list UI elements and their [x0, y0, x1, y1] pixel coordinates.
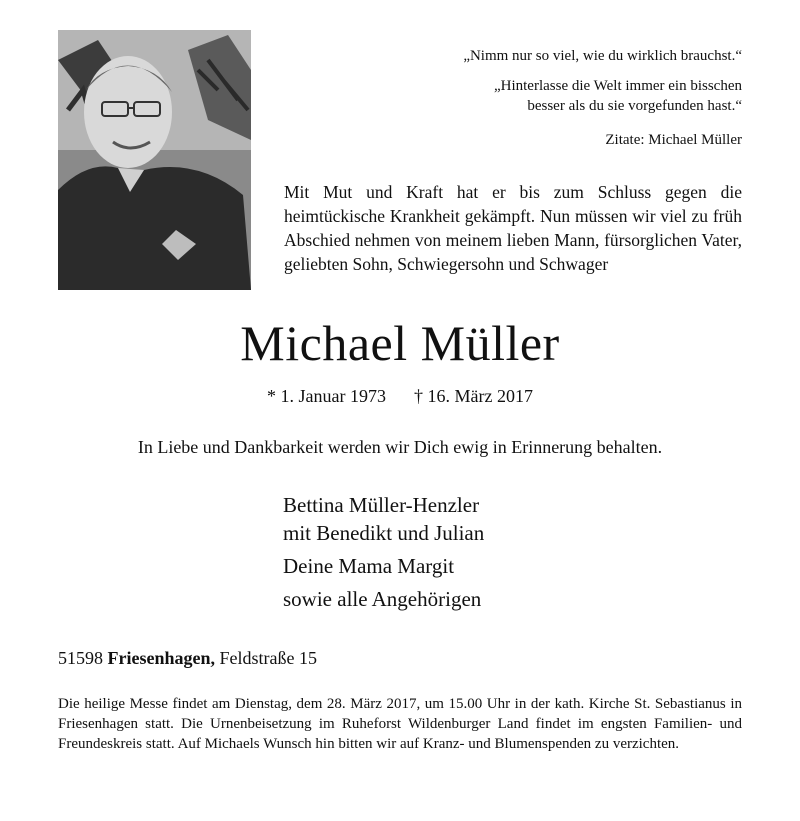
address-zip: 51598 [58, 648, 103, 668]
deceased-name: Michael Müller [240, 315, 560, 371]
quote-two-line-2: besser als du sie vorgefunden hast.“ [527, 98, 742, 114]
address-street: Feldstraße 15 [219, 648, 317, 668]
address-city: Friesenhagen, [107, 648, 215, 668]
mourner-address [58, 646, 558, 670]
mourners-list [283, 491, 683, 613]
quote-two-line-1: „Hinterlasse die Welt immer ein bisschen [493, 78, 742, 94]
funeral-notice: Die heilige Messe findet am Dienstag, dem 28. März 2017, um 15.00 Uhr in der kath. Kirche St. Sebastianus in Friesenhagen statt. Die Urnenbeisetzung im Ruheforst Wildenburger Land findet im engsten Familien- und Freundeskreis statt. Auf Michaels Wunsch hin bitten wir auf Kranz- und Blumenspenden zu verzichten. [58, 696, 742, 752]
mourner-wife: Bettina Müller-Henzler [283, 493, 480, 517]
intro-text: Mit Mut und Kraft hat er bis zum Schluss gegen die heimtückische Krankheit gekämpft. Nun müssen wir viel zu früh Abschied nehmen von meinem lieben Mann, fürsorglichen Vater, geliebten Sohn, Schwiegersohn und Schwager [284, 182, 742, 274]
memorial-line: In Liebe und Dankbarkeit werden wir Dich ewig in Erinnerung behalten. [137, 437, 663, 457]
mourner-children: mit Benedikt und Julian [283, 521, 485, 545]
portrait-photo [58, 30, 251, 290]
quote-two [342, 76, 742, 116]
quotes-block [342, 46, 742, 160]
death-date: † 16. März 2017 [414, 386, 533, 406]
quote-source: Zitate: Michael Müller [605, 132, 742, 148]
birth-date: * 1. Januar 1973 [267, 386, 386, 406]
quote-one: „Nimm nur so viel, wie du wirklich brauchst.“ [463, 48, 742, 64]
mourner-relatives: sowie alle Angehörigen [283, 587, 482, 611]
mourner-mother: Deine Mama Margit [283, 554, 455, 578]
life-dates [0, 384, 800, 408]
